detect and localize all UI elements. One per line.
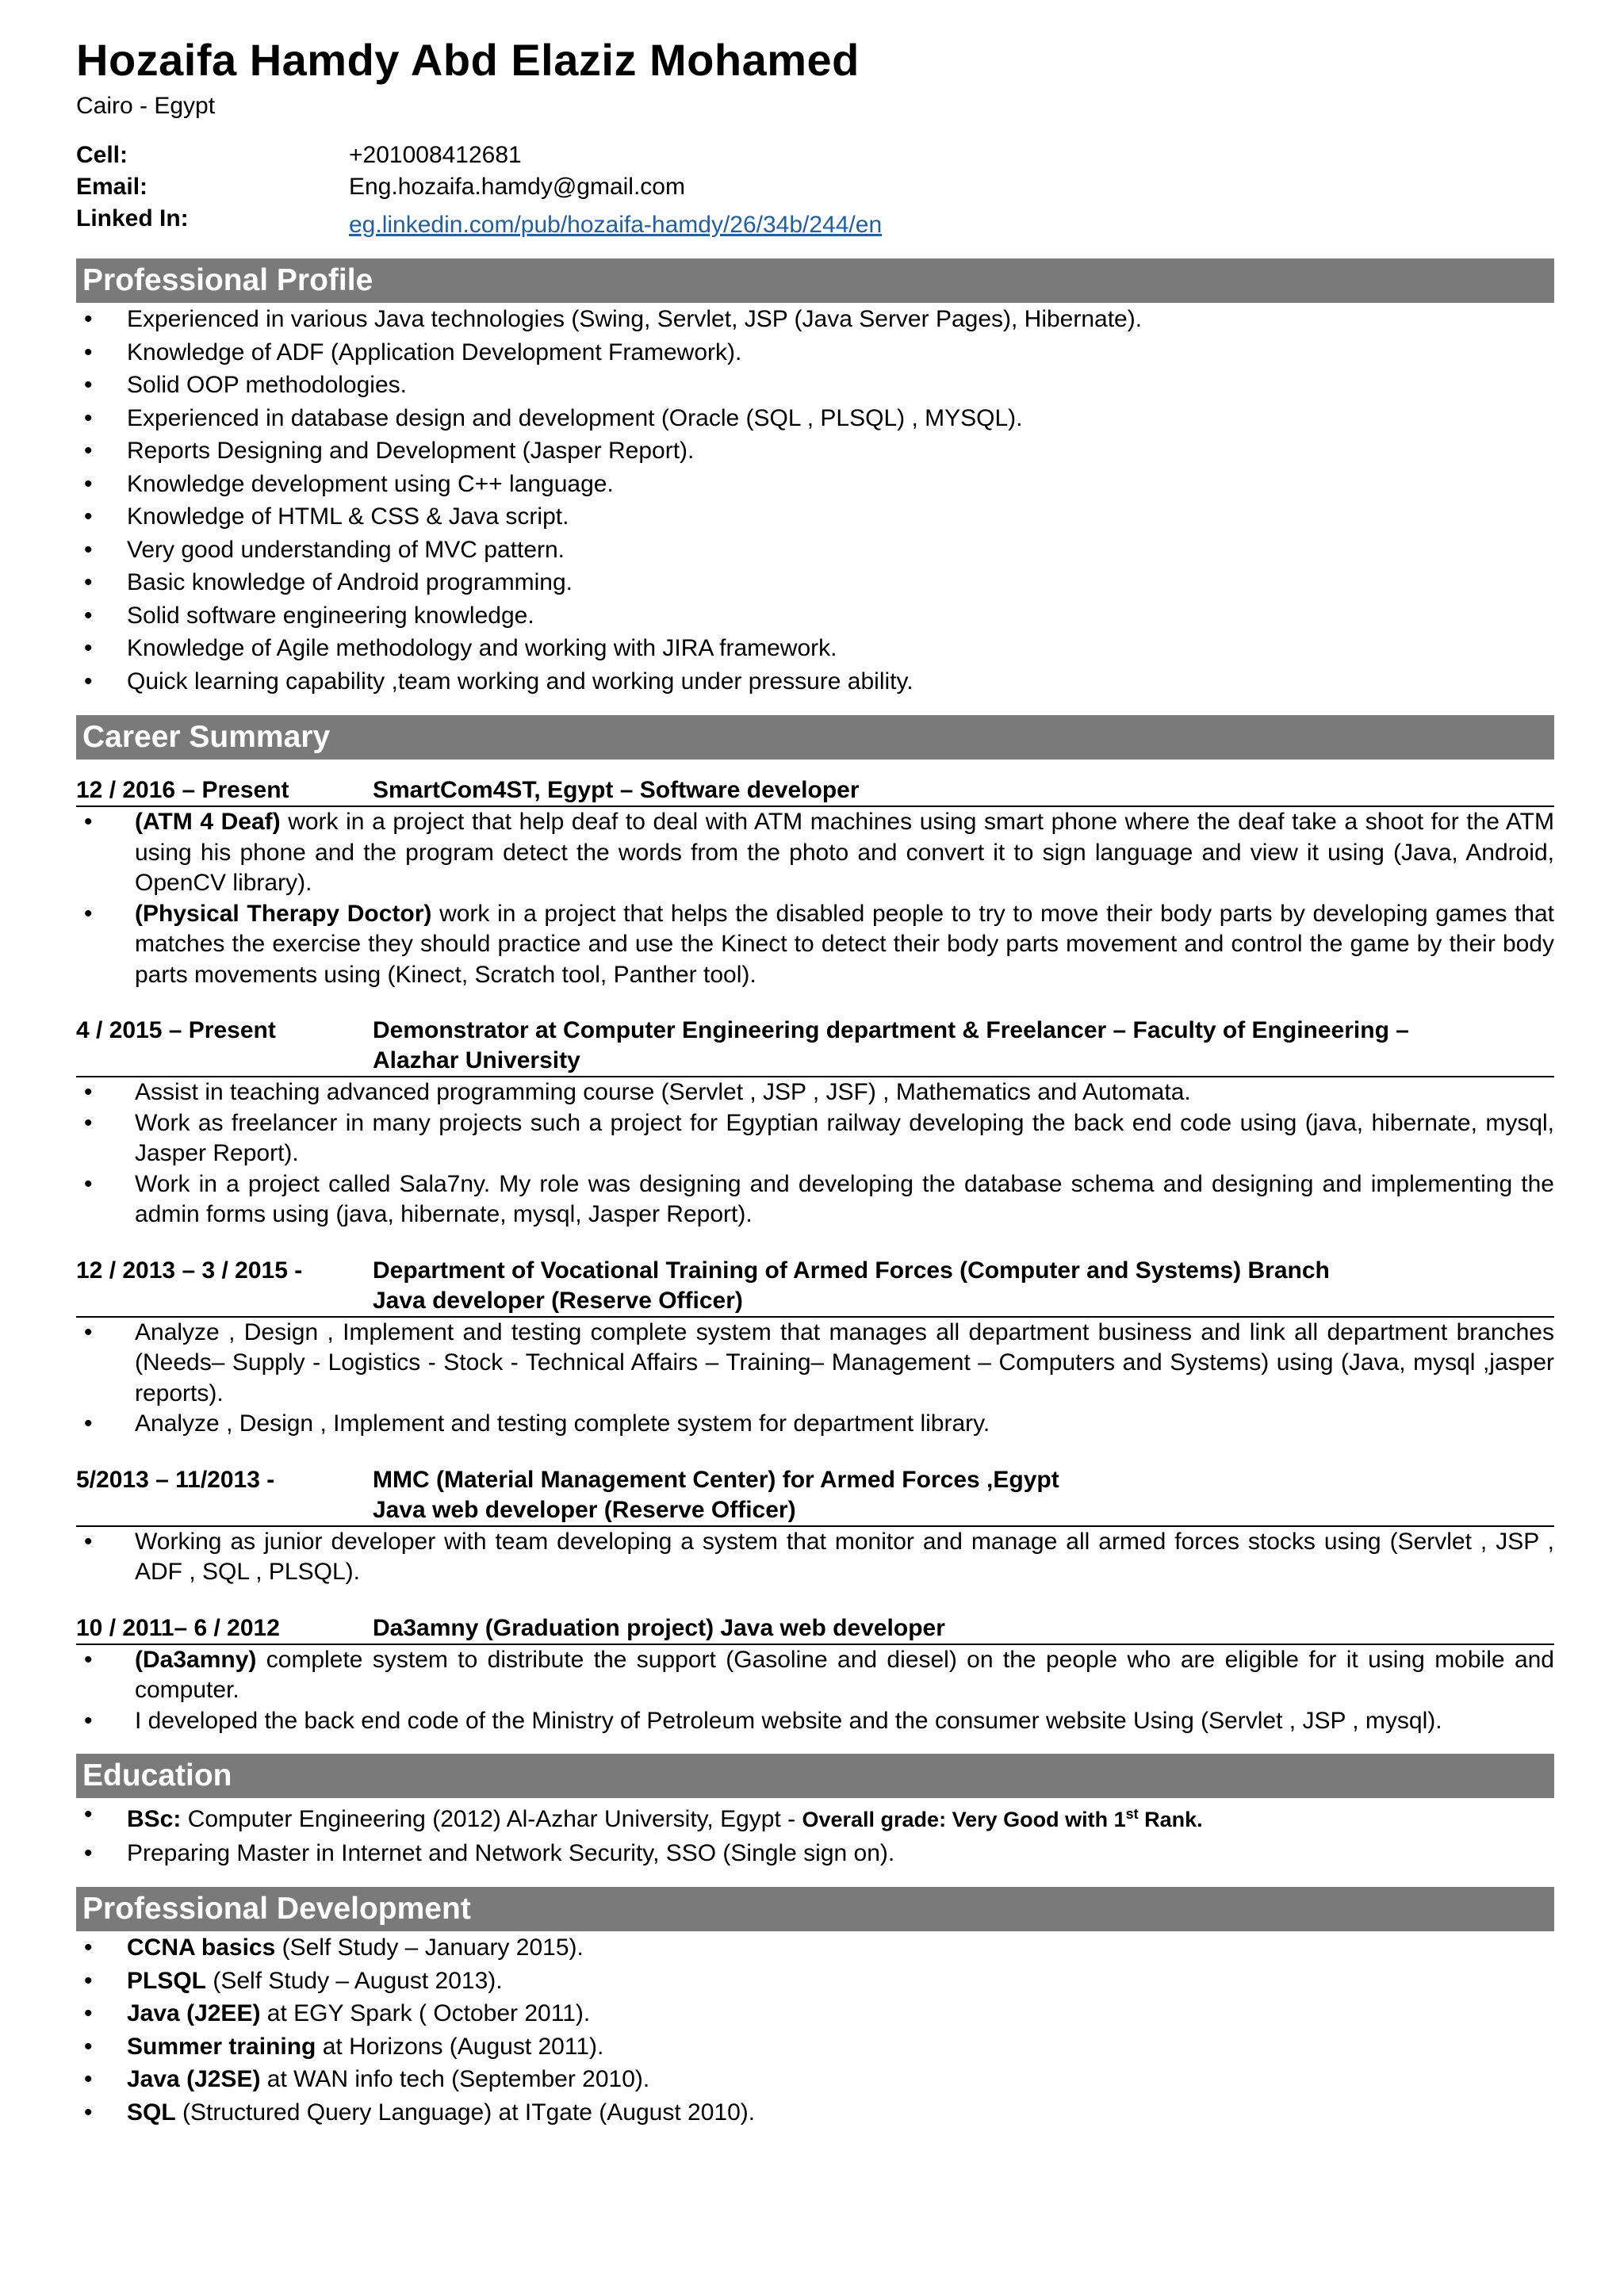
candidate-location: Cairo - Egypt bbox=[76, 93, 216, 119]
job-title-line2: Alazhar University bbox=[373, 1047, 580, 1073]
job-duty: • Work in a project called Sala7ny. My role was designing and developing the database schema and designing and implementing the admin forms using (java, hibernate, mysql, Jasper Report). bbox=[76, 1169, 1554, 1230]
job-entry-vocational-training bbox=[76, 1256, 1554, 1440]
profile-item: • Solid software engineering knowledge. bbox=[76, 599, 1554, 633]
job-duties bbox=[76, 807, 1554, 990]
course-detail: (Self Study – August 2013). bbox=[206, 1967, 503, 1994]
development-item bbox=[76, 1931, 1554, 1965]
job-entry-smartcom bbox=[76, 775, 1554, 990]
job-duties bbox=[76, 1645, 1554, 1737]
degree-label: BSc: bbox=[127, 1806, 182, 1832]
linkedin-label: Linked In: bbox=[76, 205, 189, 232]
candidate-name: Hozaifa Hamdy Abd Elaziz Mohamed bbox=[76, 35, 860, 85]
job-duty bbox=[76, 1645, 1554, 1706]
resume-page bbox=[76, 32, 1554, 2129]
profile-item: • Reports Designing and Development (Jasper Report). bbox=[76, 434, 1554, 468]
job-date: 12 / 2016 – Present bbox=[76, 777, 289, 803]
job-heading bbox=[76, 775, 1554, 807]
profile-item: • Experienced in database design and development (Oracle (SQL , PLSQL) , MYSQL). bbox=[76, 402, 1554, 435]
profile-item: • Knowledge of HTML & CSS & Java script. bbox=[76, 500, 1554, 534]
development-item bbox=[76, 2063, 1554, 2096]
duty-project-name: (Physical Therapy Doctor) bbox=[135, 900, 432, 927]
job-date: 10 / 2011– 6 / 2012 bbox=[76, 1614, 280, 1641]
contact-row-cell bbox=[76, 140, 1554, 171]
job-heading bbox=[76, 1465, 1554, 1527]
section-header-profile: Professional Profile bbox=[76, 258, 1554, 303]
linkedin-link[interactable]: eg.linkedin.com/pub/hozaifa-hamdy/26/34b/244/en bbox=[349, 212, 883, 238]
course-name: Java (J2SE) bbox=[127, 2066, 261, 2092]
education-list bbox=[76, 1798, 1554, 1869]
job-title-line1: MMC (Material Management Center) for Armed Forces ,Egypt bbox=[373, 1466, 1059, 1493]
grade-sup: st bbox=[1125, 1806, 1139, 1822]
section-header-career: Career Summary bbox=[76, 715, 1554, 760]
job-entry-da3amny bbox=[76, 1613, 1554, 1737]
development-list bbox=[76, 1931, 1554, 2129]
profile-item: • Very good understanding of MVC pattern. bbox=[76, 534, 1554, 567]
job-title bbox=[373, 1465, 1554, 1525]
job-title bbox=[373, 1256, 1554, 1316]
grade-text: Overall grade: Very Good with 1 bbox=[802, 1808, 1126, 1831]
course-name: Summer training bbox=[127, 2033, 316, 2060]
profile-item: • Basic knowledge of Android programming. bbox=[76, 566, 1554, 599]
contact-row-linkedin bbox=[76, 203, 1554, 241]
job-title-line1: Department of Vocational Training of Armed Forces (Computer and Systems) Branch bbox=[373, 1257, 1330, 1284]
course-detail: (Structured Query Language) at ITgate (August 2010). bbox=[175, 2099, 756, 2126]
job-duty bbox=[76, 807, 1554, 899]
grade-end: Rank. bbox=[1138, 1808, 1203, 1831]
cell-value: +201008412681 bbox=[349, 142, 522, 168]
job-duties bbox=[76, 1318, 1554, 1440]
contact-block bbox=[76, 140, 1554, 241]
course-name: Java (J2EE) bbox=[127, 2000, 261, 2026]
education-degree bbox=[76, 1798, 1554, 1837]
profile-item: • Quick learning capability ,team working and working under pressure ability. bbox=[76, 665, 1554, 698]
section-header-development: Professional Development bbox=[76, 1887, 1554, 1931]
job-duty: • Working as junior developer with team developing a system that monitor and manage all armed forces stocks using (Servlet , JSP , ADF , SQL , PLSQL). bbox=[76, 1527, 1554, 1588]
development-item bbox=[76, 2030, 1554, 2064]
job-duty: • Assist in teaching advanced programming course (Servlet , JSP , JSF) , Mathematics and Automata. bbox=[76, 1077, 1554, 1108]
job-title-line2: Java web developer (Reserve Officer) bbox=[373, 1496, 796, 1523]
course-name: CCNA basics bbox=[127, 1934, 276, 1961]
development-item bbox=[76, 1965, 1554, 1998]
duty-text: work in a project that helps the disabled people to try to move their body parts by developing games that matches the exercise they should practice and use the Kinect to detect their body parts movement and control the game by their body parts movements using (Kinect, Scratch tool, Panther tool). bbox=[135, 900, 1555, 988]
job-duty: • Analyze , Design , Implement and testing complete system for department library. bbox=[76, 1409, 1554, 1440]
course-detail: at WAN info tech (September 2010). bbox=[260, 2066, 650, 2092]
development-item bbox=[76, 1997, 1554, 2030]
job-heading bbox=[76, 1016, 1554, 1077]
job-title bbox=[373, 1016, 1554, 1076]
course-detail: (Self Study – January 2015). bbox=[275, 1934, 584, 1961]
job-title-line1: Demonstrator at Computer Engineering department & Freelancer – Faculty of Engineering – bbox=[373, 1017, 1409, 1043]
duty-text: work in a project that help deaf to deal with ATM machines using smart phone where the deaf take a shoot for the ATM using his phone and the program detect the words from the photo and convert it to sign language and view it using (Java, Android, OpenCV library). bbox=[135, 809, 1555, 896]
profile-item: • Knowledge development using C++ language. bbox=[76, 468, 1554, 501]
job-duties bbox=[76, 1077, 1554, 1230]
section-header-education: Education bbox=[76, 1754, 1554, 1798]
job-entry-mmc bbox=[76, 1465, 1554, 1588]
contact-row-email bbox=[76, 171, 1554, 203]
job-duty: • Analyze , Design , Implement and testing complete system that manages all department business and link all department branches (Needs– Supply - Logistics - Stock - Technical Affairs – Training– Management – Computers and Systems) using (Java, mysql ,jasper reports). bbox=[76, 1318, 1554, 1410]
job-entry-demonstrator bbox=[76, 1016, 1554, 1230]
course-detail: at Horizons (August 2011). bbox=[316, 2033, 604, 2060]
email-label: Email: bbox=[76, 174, 148, 200]
job-date: 5/2013 – 11/2013 - bbox=[76, 1466, 275, 1493]
degree-grade bbox=[802, 1808, 1202, 1831]
profile-item: • Experienced in various Java technologies (Swing, Servlet, JSP (Java Server Pages), Hibernate). bbox=[76, 303, 1554, 336]
job-duty: • I developed the back end code of the Ministry of Petroleum website and the consumer website Using (Servlet , JSP , mysql). bbox=[76, 1706, 1554, 1737]
degree-text: Computer Engineering (2012) Al-Azhar University, Egypt - bbox=[181, 1806, 802, 1832]
job-heading bbox=[76, 1613, 1554, 1645]
job-duty: • Work as freelancer in many projects such a project for Egyptian railway developing the back end code using (java, hibernate, mysql, Jasper Report). bbox=[76, 1108, 1554, 1169]
profile-item: • Knowledge of Agile methodology and working with JIRA framework. bbox=[76, 632, 1554, 665]
duty-project-name: (ATM 4 Deaf) bbox=[135, 809, 281, 835]
profile-item: • Solid OOP methodologies. bbox=[76, 369, 1554, 402]
job-duty bbox=[76, 899, 1554, 991]
course-name: PLSQL bbox=[127, 1967, 207, 1994]
email-value: Eng.hozaifa.hamdy@gmail.com bbox=[349, 174, 685, 200]
duty-project-name: (Da3amny) bbox=[135, 1646, 257, 1673]
job-duties bbox=[76, 1527, 1554, 1588]
job-title: Da3amny (Graduation project) Java web developer bbox=[373, 1614, 945, 1641]
cell-label: Cell: bbox=[76, 142, 128, 168]
job-title: SmartCom4ST, Egypt – Software developer bbox=[373, 777, 860, 803]
education-master: • Preparing Master in Internet and Network Security, SSO (Single sign on). bbox=[76, 1837, 1554, 1870]
course-detail: at EGY Spark ( October 2011). bbox=[260, 2000, 591, 2026]
job-title-line2: Java developer (Reserve Officer) bbox=[373, 1287, 743, 1314]
duty-text: complete system to distribute the support (Gasoline and diesel) on the people who are eligible for it using mobile and computer. bbox=[135, 1646, 1554, 1703]
development-item bbox=[76, 2096, 1554, 2130]
job-date: 12 / 2013 – 3 / 2015 - bbox=[76, 1257, 303, 1284]
profile-item: • Knowledge of ADF (Application Development Framework). bbox=[76, 336, 1554, 369]
course-name: SQL bbox=[127, 2099, 176, 2126]
job-date: 4 / 2015 – Present bbox=[76, 1017, 276, 1043]
profile-list bbox=[76, 303, 1554, 698]
career-jobs bbox=[76, 775, 1554, 1736]
job-heading bbox=[76, 1256, 1554, 1318]
